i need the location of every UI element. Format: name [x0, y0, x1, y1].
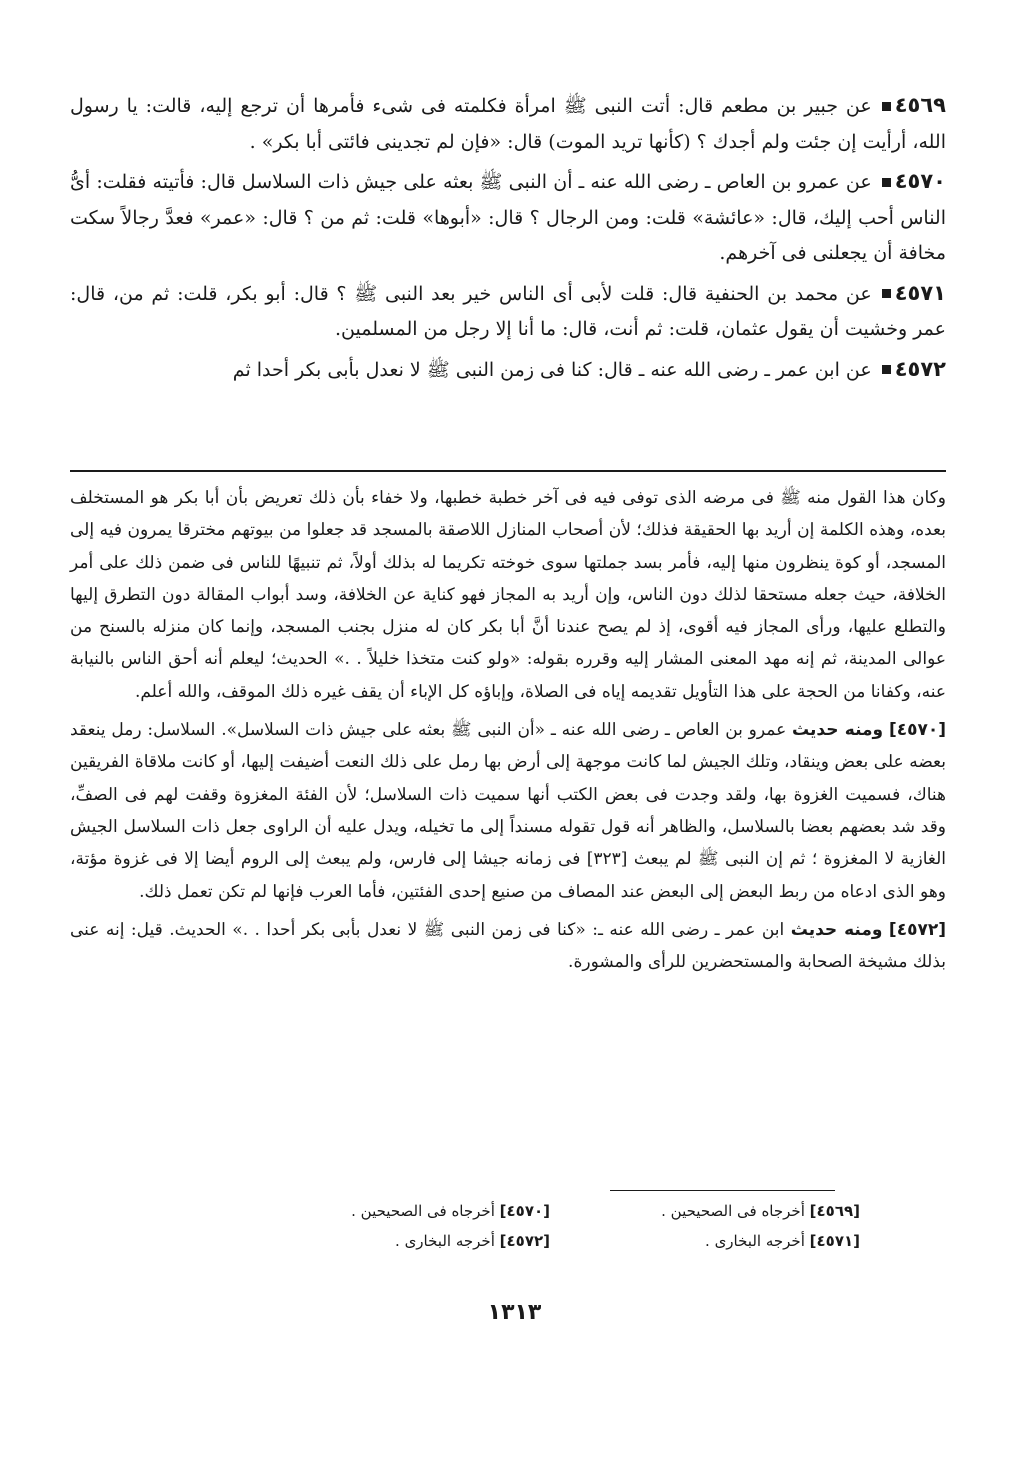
hadith-text: عن جبير بن مطعم قال: أتت النبى ﷺ امرأة فكلمته فى شىء فأمرها أن ترجع إليه، قالت: يا رسول الله، أرأيت إن جئت ولم أجدك ؟ (كأنها تريد الموت) قال: «فإن لم تجدينى فائتى أبا بكر» . — [70, 95, 946, 153]
footnote-text: أخرجه البخارى . — [705, 1232, 805, 1250]
footnote — [610, 1226, 860, 1256]
footnote — [300, 1196, 550, 1226]
hadith-entry — [70, 88, 946, 160]
commentary-section — [70, 482, 946, 984]
footnote-ref: [٤٥٧٢] — [499, 1232, 550, 1250]
hadith-text: عن محمد بن الحنفية قال: قلت لأبى أى الناس خير بعد النبى ﷺ ؟ قال: أبو بكر، قلت: ثم من، قال: عمر وخشيت أن يقول عثمان، قلت: ثم أنت، قال: ما أنا إلا رجل من المسلمين. — [70, 282, 946, 340]
bullet-marker — [882, 289, 891, 298]
hadith-number: ٤٥٦٩ — [894, 93, 946, 117]
commentary-lead: ومنه حديث — [792, 720, 884, 741]
hadith-number: ٤٥٧٠ — [894, 169, 946, 193]
hadith-number: ٤٥٧٢ — [894, 356, 946, 381]
footnote-ref: [٤٥٦٩] — [809, 1202, 860, 1220]
hadith-entry — [70, 352, 946, 389]
bullet-marker — [882, 365, 891, 374]
hadith-text: عن ابن عمر ـ رضى الله عنه ـ قال: كنا فى زمن النبى ﷺ لا نعدل بأبى بكر أحدا ثم — [232, 358, 872, 381]
commentary-paragraph — [70, 714, 946, 908]
footnote — [300, 1226, 550, 1256]
bullet-marker — [882, 102, 891, 111]
commentary-ref: [٤٥٧٢] — [888, 919, 946, 940]
footnote-rule — [610, 1190, 835, 1191]
commentary-paragraph — [70, 914, 946, 979]
bullet-marker — [882, 178, 891, 187]
footnote-text: أخرجاه فى الصحيحين . — [661, 1202, 805, 1220]
footnote-ref: [٤٥٧١] — [809, 1232, 860, 1250]
commentary-ref: [٤٥٧٠] — [888, 720, 947, 741]
commentary-text: ابن عمر ـ رضى الله عنه ـ: «كنا فى زمن النبى ﷺ لا نعدل بأبى بكر أحدا . .» الحديث. قيل: إنه عنى بذلك مشيخة الصحابة والمستحضرين للرأى والمشورة. — [70, 919, 946, 973]
hadith-text: عن عمرو بن العاص ـ رضى الله عنه ـ أن النبى ﷺ بعثه على جيش ذات السلاسل قال: فأتيته فقلت: أىُّ الناس أحب إليك، قال: «عائشة» قلت: ومن الرجال ؟ قال: «أبوها» قلت: ثم من ؟ قال: «عمر» فعدَّ رجالاً سكت مخافة أن يجعلنى فى آخرهم. — [70, 171, 946, 264]
hadith-main-text — [70, 88, 946, 392]
footnote-text: أخرجه البخارى . — [395, 1232, 495, 1250]
footnotes — [300, 1196, 860, 1256]
footnote — [610, 1196, 860, 1226]
commentary-lead: ومنه حديث — [790, 919, 883, 940]
footnote-ref: [٤٥٧٠] — [499, 1202, 550, 1220]
hadith-entry — [70, 276, 946, 348]
section-divider — [70, 470, 946, 472]
footnote-text: أخرجاه فى الصحيحين . — [351, 1202, 495, 1220]
commentary-text: عمرو بن العاص ـ رضى الله عنه ـ «أن النبى ﷺ بعثه على جيش ذات السلاسل». السلاسل: رمل ينعقد بعضه على بعض وينقاد، وتلك الجيش لما كانت موجهة إلى أرض بها رمل على ذلك النعت أضيفت إليها، أو كانت ملاقاة الفريقين هناك، فسميت الغزوة بها، ولقد وجدت فى بعض الكتب أنها سميت ذات السلاسل؛ لأن الفئة المغزوة وقفت لهم فى الصفِّ، وقد شد بعضهم بعضا بالسلاسل، والظاهر أنه قول تقوله مسنداً إلى ما تخيله، ويدل عليه أن الراوى جعل ذات السلاسل الجيش الغازية لا المغزوة ؛ ثم إن النبى ﷺ لم يبعث [٣٢٣] فى زمانه جيشا إلى فارس، ولم يبعث إلى الروم أيضا إلا فى غزوة مؤتة، وهو الذى ادعاه من ربط البعض إلى البعض عند المصاف من صنيع إحدى الفئتين، فأما العرب فإنها لم تكن تعمل ذلك. — [70, 720, 947, 902]
hadith-number: ٤٥٧١ — [894, 280, 946, 305]
page-number: ١٣١٣ — [487, 1300, 542, 1325]
commentary-paragraph — [70, 482, 946, 708]
commentary-text: وكان هذا القول منه ﷺ فى مرضه الذى توفى فيه فى آخر خطبة خطبها، ولا خفاء بأن ذلك تعريض بأن أبا بكر هو المستخلف بعده، وهذه الكلمة إن أريد بها الحقيقة فذلك؛ لأن أصحاب المنازل اللاصقة بالمسجد قد جعلوا من بيوتهم مخترقا يمرون فيه إلى المسجد، أو كوة ينظرون منها إليه، فأمر بسد جملتها سوى خوخته تكريما له بذلك أولاً، ثم تنبيهًا للناس فى ضمن ذلك على أمر الخلافة، حيث جعله مستحقا لذلك دون الناس، وإن أريد به المجاز فهو كناية عن الخلافة، وسد أبواب المقالة دون التطرق إليها والتطلع عليها، ورأى المجاز فيه أقوى، إذ لم يصح عندنا أنَّ أبا بكر كان له منزل بجنب المسجد، وإنما كان منزله بالسنح من عوالى المدينة، ثم إنه مهد المعنى المشار إليه وقرره بقوله: «ولو كنت متخذا خليلاً . .» الحديث؛ ليعلم أنه أحق الناس بالنيابة عنه، وكفانا من الحجة على هذا التأويل تقديمه إياه فى الصلاة، وإباؤه كل الإباء أن يقف غيره ذلك الموقف، والله أعلم. — [70, 488, 946, 702]
hadith-entry — [70, 164, 946, 272]
